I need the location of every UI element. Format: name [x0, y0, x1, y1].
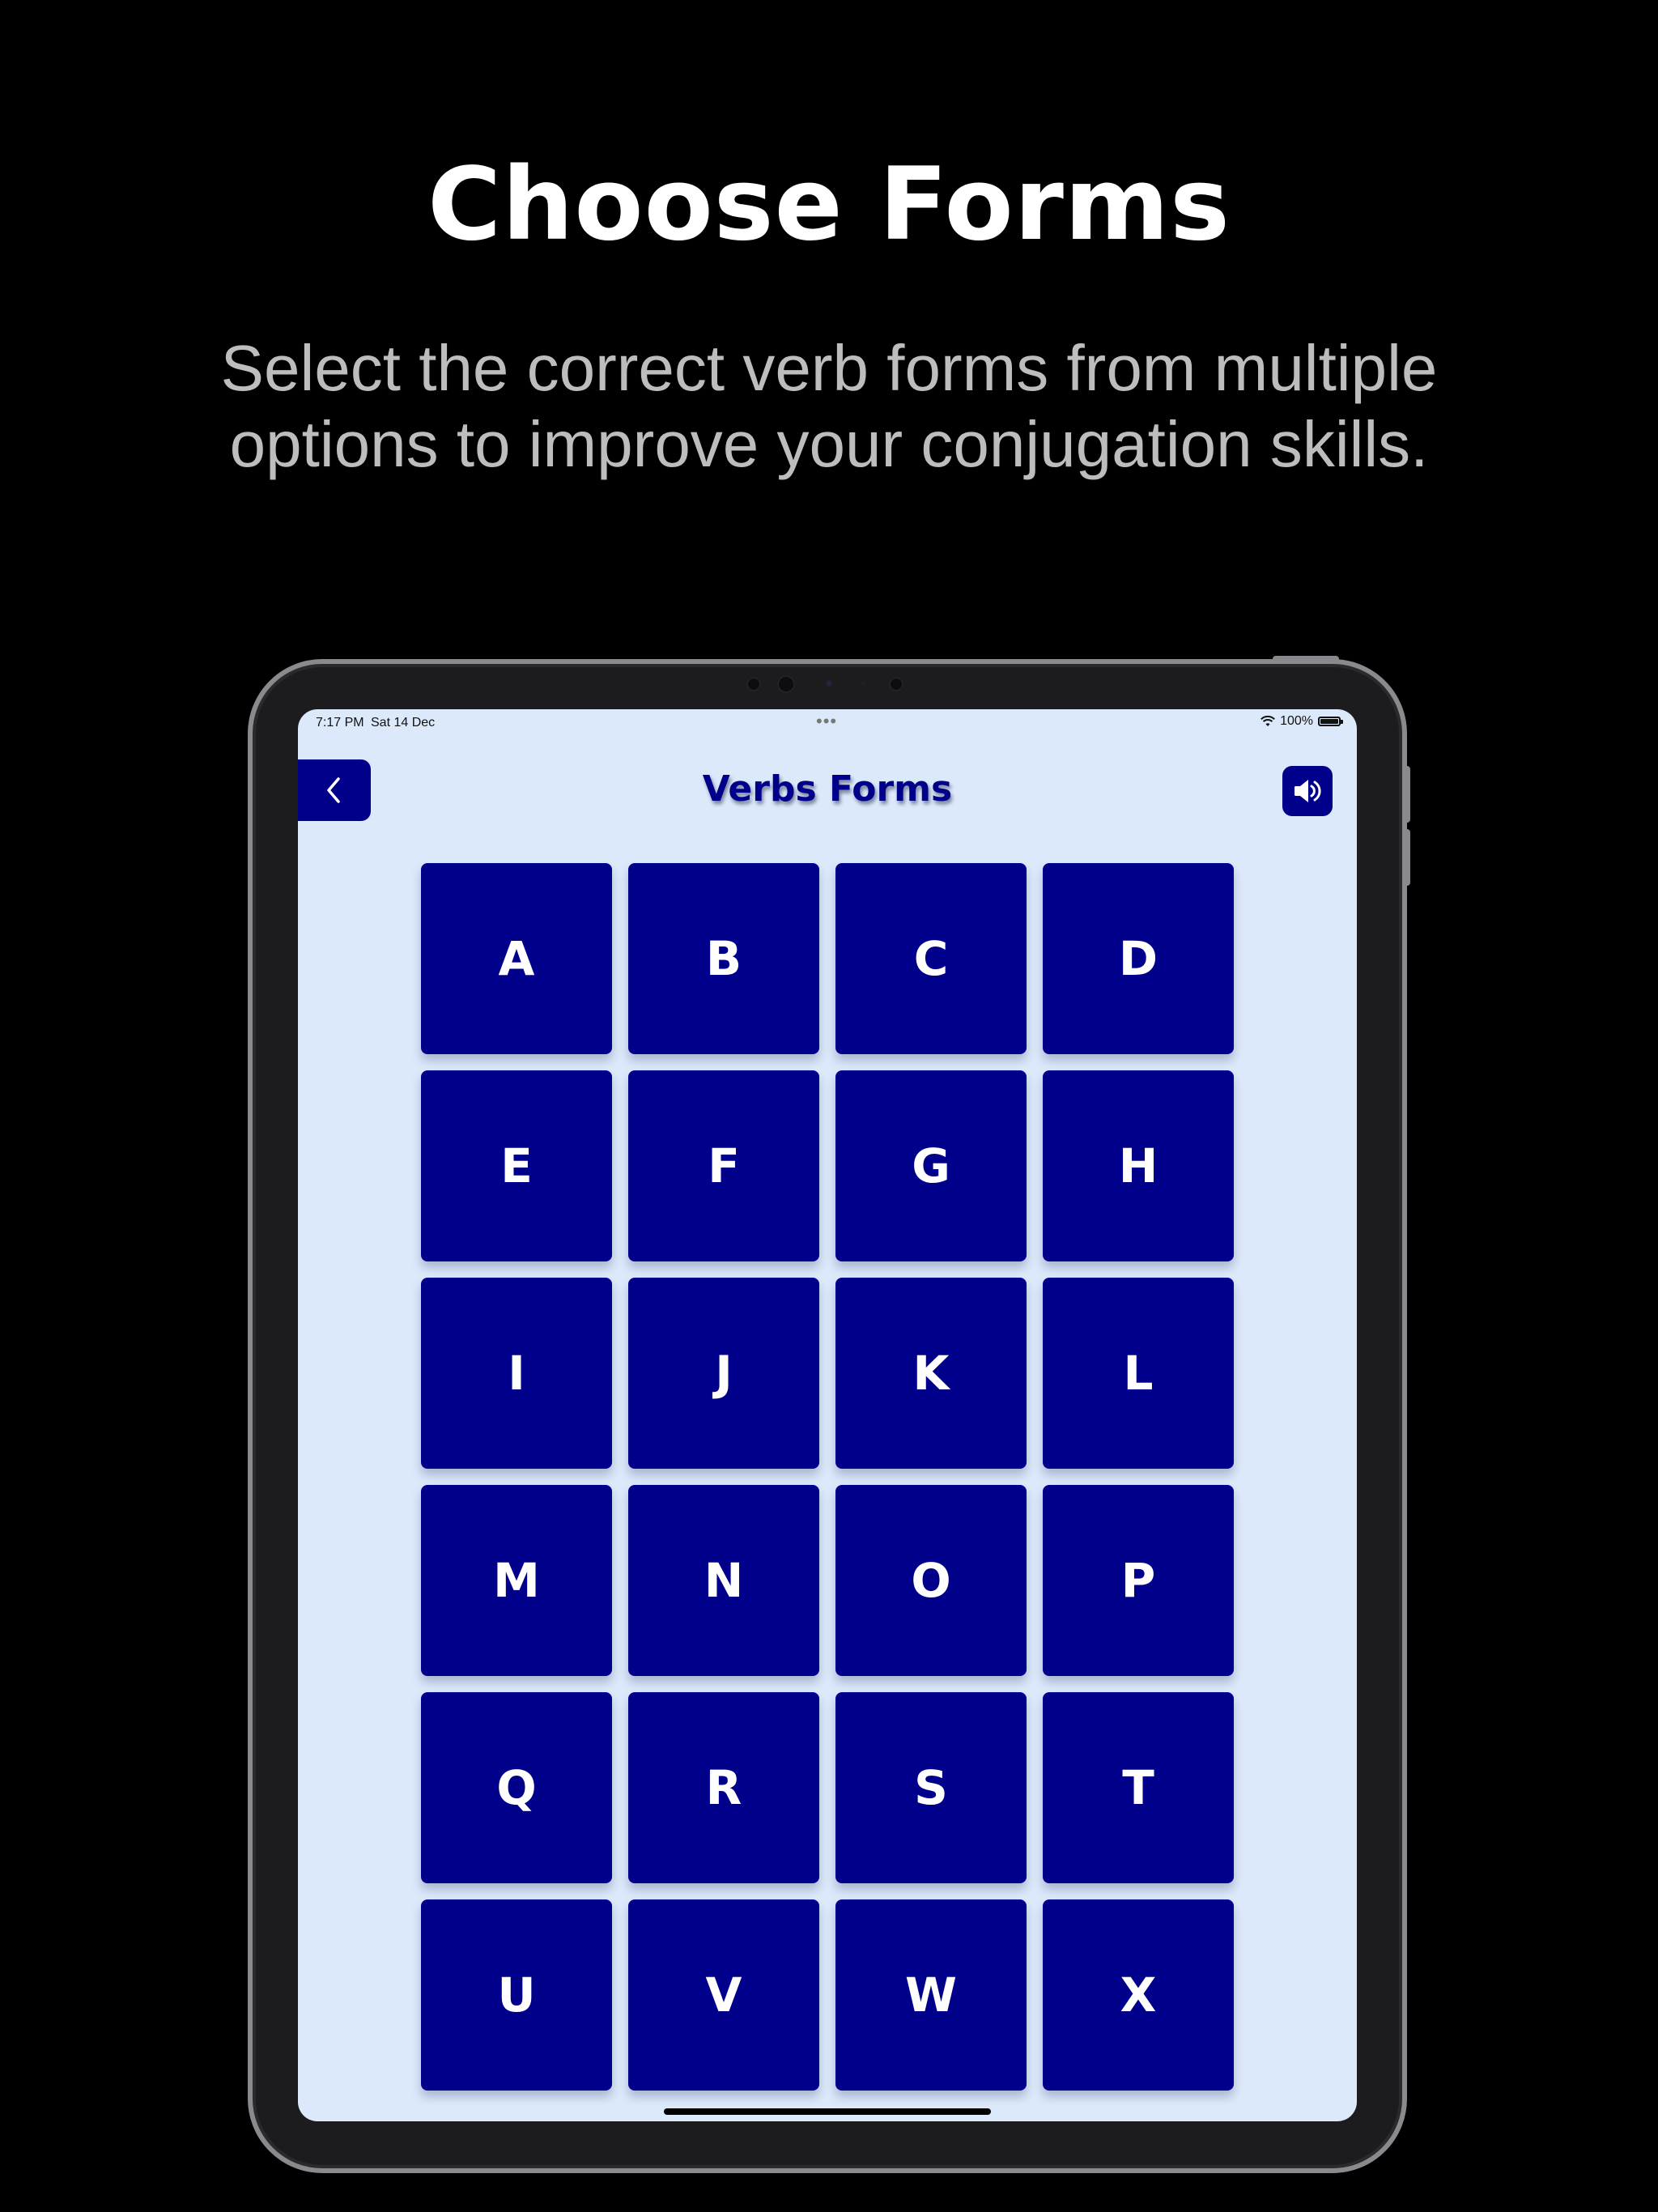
status-right-group [1261, 714, 1341, 729]
letter-tile-h[interactable]: H [1043, 1070, 1234, 1261]
ambient-sensor-icon [861, 682, 865, 686]
letter-tile-f[interactable]: F [628, 1070, 819, 1261]
battery-icon [1318, 717, 1341, 726]
letter-tile-r[interactable]: R [628, 1692, 819, 1883]
letter-tile-a[interactable]: A [421, 863, 612, 1054]
letter-tile-c[interactable]: C [835, 863, 1027, 1054]
letter-grid [421, 863, 1234, 2091]
battery-percent: 100% [1280, 714, 1313, 728]
promo-headline: Choose Forms [427, 147, 1231, 263]
sound-button[interactable] [1282, 766, 1333, 816]
letter-tile-v[interactable]: V [628, 1899, 819, 2091]
status-bar [298, 709, 1357, 737]
letter-tile-n[interactable]: N [628, 1485, 819, 1676]
front-camera-array [742, 672, 916, 696]
letter-tile-x[interactable]: X [1043, 1899, 1234, 2091]
camera-lens-icon [777, 675, 795, 693]
letter-tile-o[interactable]: O [835, 1485, 1027, 1676]
letter-tile-d[interactable]: D [1043, 863, 1234, 1054]
status-time: 7:17 PM [316, 716, 364, 730]
letter-tile-p[interactable]: P [1043, 1485, 1234, 1676]
letter-tile-l[interactable]: L [1043, 1278, 1234, 1469]
wifi-icon [1261, 716, 1275, 727]
letter-tile-w[interactable]: W [835, 1899, 1027, 2091]
letter-tile-k[interactable]: K [835, 1278, 1027, 1469]
app-screen [298, 709, 1357, 2121]
letter-tile-j[interactable]: J [628, 1278, 819, 1469]
letter-tile-t[interactable]: T [1043, 1692, 1234, 1883]
letter-tile-q[interactable]: Q [421, 1692, 612, 1883]
home-indicator[interactable] [664, 2108, 991, 2115]
letter-tile-u[interactable]: U [421, 1899, 612, 2091]
speaker-volume-icon [1291, 776, 1324, 806]
promo-subheadline-line-1: Select the correct verb forms from multiple [220, 332, 1438, 404]
promo-subheadline [130, 330, 1528, 483]
multitasking-dots[interactable]: ••• [816, 711, 838, 731]
promo-subheadline-line-2: options to improve your conjugation skills. [229, 408, 1429, 480]
letter-tile-b[interactable]: B [628, 863, 819, 1054]
letter-tile-s[interactable]: S [835, 1692, 1027, 1883]
letter-tile-e[interactable]: E [421, 1070, 612, 1261]
face-id-sensor-icon [889, 677, 903, 691]
status-date: Sat 14 Dec [371, 716, 436, 730]
camera-indicator-icon [826, 680, 832, 687]
letter-tile-i[interactable]: I [421, 1278, 612, 1469]
letter-tile-m[interactable]: M [421, 1485, 612, 1676]
camera-sensor-icon [746, 677, 761, 691]
letter-tile-g[interactable]: G [835, 1070, 1027, 1261]
page-title: Verbs Forms [702, 768, 953, 810]
